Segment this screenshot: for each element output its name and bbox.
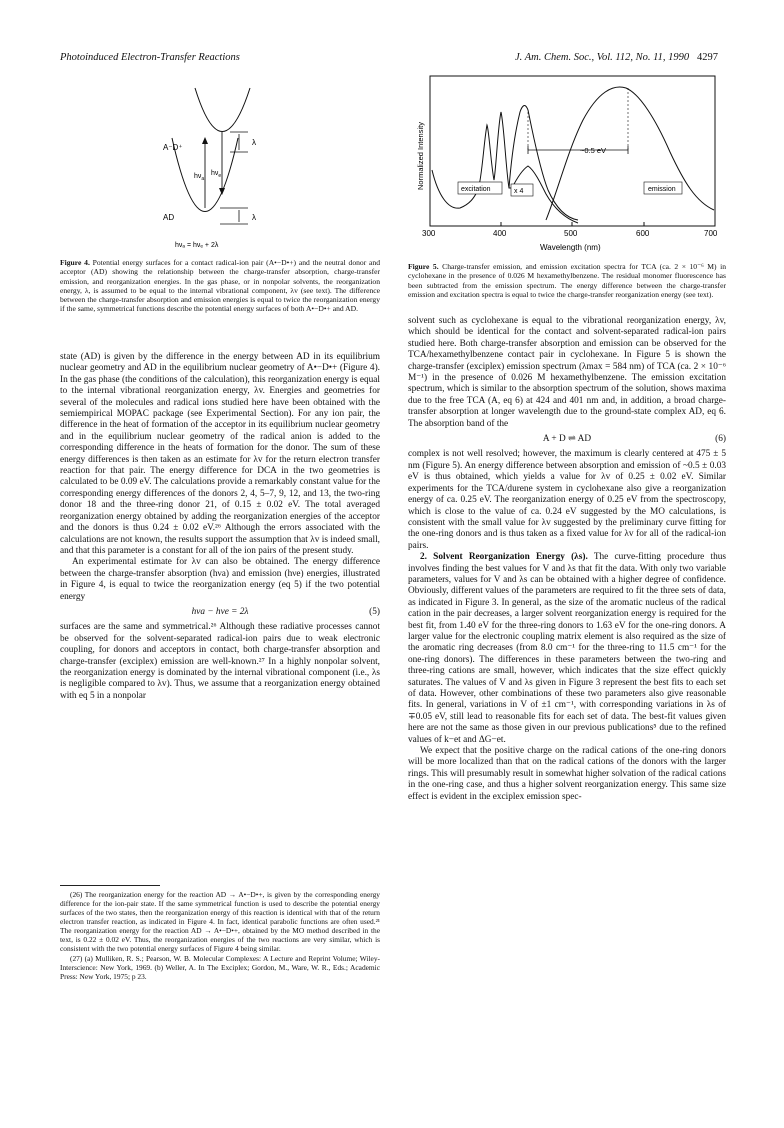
- right-paragraph-3-text: The curve-fitting procedure thus involves finding the best values for V and λs that fit the data. With only two variable parameters, values for V and λs can be obtained with a higher degree of confidence. Obviously, different values of the parameters are required to fit the three sets of data, as indicated in Figure 3. In general, as the size of the aromatic nucleus of the radical cation in the pair decreases, a larger solvent reorganization energy is required for the best fit, from 1.40 eV for the three-ring donors to 1.63 eV for the one-ring donors. A larger value for the electronic coupling matrix element is also required as the size of the aromatic ring decreases (from 8.0 cm⁻¹ for the three-ring to 11.5 cm⁻¹ for the one-ring donors). The differences in these parameters between the two-ring and three-ring cations are small, however, which indicates that the size effect quickly saturates. The values of V and λs given in Figure 3 represent the best fits to each set of data. However, other combinations of these two parameters also give reasonable fits. In general, variations in V of ±1 cm⁻¹, with corresponding variations in λs of ∓0.05 eV, still lead to reasonable fits for each set of data. The best-fit values given here are not the same as those given in our previous publications⁵ due to the refined values of k−et and ΔG−et.: [408, 552, 726, 745]
- equation-6-number: (6): [715, 434, 726, 445]
- journal-volume: Vol. 112, No. 11, 1990: [596, 52, 690, 63]
- right-column: [408, 316, 726, 803]
- x-axis-label: Wavelength (nm): [540, 243, 601, 252]
- label-energy-gap: ~0.5 eV: [580, 146, 607, 155]
- excitation-x4-curve: [509, 106, 578, 220]
- equation-5: [60, 607, 380, 618]
- y-axis-label: Normalized Intensity: [416, 122, 425, 190]
- label-lambda-upper: λ: [252, 138, 256, 147]
- x-tick-500: 500: [564, 229, 578, 238]
- section-heading-solvent-reorganization: 2. Solvent Reorganization Energy (λs).: [420, 552, 588, 563]
- label-upper-state: A⁻D⁺: [163, 143, 183, 152]
- x-tick-300: 300: [422, 229, 436, 238]
- running-title: Photoinduced Electron-Transfer Reactions: [60, 52, 240, 63]
- figure-4-formula: hνₐ = hνₑ + 2λ: [175, 242, 219, 249]
- journal-name: J. Am. Chem. Soc.,: [515, 52, 595, 63]
- figure-4-caption: [60, 258, 380, 314]
- figure-4-caption-text: Potential energy surfaces for a contact radical-ion pair (A•−D•+) and the neutral donor and acceptor (AD) showing the relationship between the charge-transfer absorption, charge-transfer emission, and reorganization energies. In the gas phase, or in nonpolar solvents, the reorganization energy, λ, is assumed to be equal to the internal vibrational component, λv (see text). The difference between the charge-transfer absorption and emission energies is equal to twice the reorganization energy if the same, symmetrical functions describe the potential energy surfaces of both A•−D•+ and AD.: [60, 258, 380, 314]
- excitation-spectrum-curve: [432, 112, 578, 223]
- figure-5-caption: [408, 262, 726, 299]
- figure-5-caption-title: Figure 5.: [408, 262, 439, 271]
- equation-6: [408, 434, 726, 445]
- x-axis-ticks: [430, 222, 715, 226]
- label-hve: $h\nu_e$: [211, 170, 222, 179]
- equation-6-body: A + D ⇌ AD: [542, 434, 592, 445]
- right-paragraph-2: complex is not well resolved; however, the maximum is clearly centered at 475 ± 5 nm (Figure 5). An energy difference between absorption and emission of ~0.5 ± 0.03 eV is thus obtained, which yields a value for λv of 0.25 ± 0.02 eV. Similar experiments for the TCA/durene system in cyclohexane also give a reorganization energy of ca. 0.25 eV. The reorganization energy of 0.25 eV from the spectroscopy, which is close to the value of ca. 0.24 eV suggested by the MO calculations, is consistent with the small value for λv suggested by the preliminary curve fitting for the one-ring donors and is thus taken as a fixed value for λv for all of the radical-ion pairs.: [408, 449, 726, 551]
- figure-5-chart: [408, 70, 728, 255]
- right-paragraph-1: solvent such as cyclohexane is equal to the vibrational reorganization energy, λv, which should be identical for the contact and solvent-separated radical-ion pairs studied here. Both charge-transfer absorption and emission can be observed for the TCA/hexamethylbenzene contact pair in cyclohexane. In Figure 5 is shown the charge-transfer (exciplex) emission spectrum (λmax = 584 nm) of TCA (ca. 2 × 10⁻⁶ M⁻¹) in the presence of 0.026 M hexamethylbenzene. The emission excitation spectrum, which is similar to the absorption spectrum of the solution, shows maxima due to the free TCA (A, eq 6) at 424 and 401 nm and, in addition, a broad charge-transfer absorption at longer wavelength due to the ground-state complex AD, eq 6. The absorption band of the: [408, 316, 726, 429]
- x-tick-400: 400: [493, 229, 507, 238]
- left-paragraph-3: surfaces are the same and symmetrical.²⁶ Although these radiative processes cannot be observed for the solvent-separated radical-ion pairs due to weak electronic coupling, for donors and acceptors in contact, both charge-transfer absorption and charge-transfer (exciplex) emission are well-known.²⁷ In a highly nonpolar solvent, the reorganization energy is dominated by the internal vibrational component (i.e., λs is negligible compared to λv). Thus, we assume that a reorganization energy obtained with eq 5 in a nonpolar: [60, 622, 380, 701]
- footnotes: [60, 890, 380, 982]
- footnote-26: (26) The reorganization energy for the reaction AD → A•−D•+, is given by the corresponding energy difference for the ion-pair state. If the same symmetrical function is used to describe the potential energy surfaces of the two states, then the reorganization energy of this reaction is identical with that of the return electron transfer reaction, as indicated in Figure 4. In fact, identical parabolic functions are often used.²¹ The reorganization energy for the reaction AD → A•−D•+, obtained by the MO method described in the text, is 0.22 ± 0.02 eV. Thus, the reorganization energies of the two reactions are very similar, which is consistent with the two potential energy surfaces of Figure 4 being similar.: [60, 890, 380, 953]
- label-hva: $h\nu_a$: [194, 173, 205, 182]
- left-column: [60, 352, 380, 702]
- left-paragraph-1: state (AD) is given by the difference in the energy between AD in its equilibrium nuclear geometry and AD in the equilibrium nuclear geometry of A•−D•+ (Figure 4). In the gas phase (the conditions of the calculation), this reorganization energy is equal to the internal vibrational reorganization energy, λv. Energies and geometries for several of the molecules and radical ions studied here have been obtained with the semiempirical MOPAC package (see Experimental Section). For any ion pair, the difference in the heat of formation of the acceptor in its equilibrium nuclear geometry and in the equilibrium nuclear geometry of the radical anion is added to the corresponding difference in the heats of formation for the donor. The sum of these energy differences is then taken as an estimate for λv for the return electron transfer reaction for that pair. The energy difference for DCA in the two geometries is calculated to be 0.09 eV. The calculations provide a remarkably constant value for the corresponding energy differences of the donors 2, 4, 5–7, 9, 12, and 13, the two-ring donor 18 and the three-ring donor 21, of 0.15 ± 0.02 eV. The total averaged reorganization energy obtained by adding the reorganization energies of the acceptor and the donors is thus 0.24 ± 0.02 eV.²⁶ Although the errors associated with the calculations are not known, the results support the assumption that λv is indeed small, and that this parameter is a constant for all of the ion pairs of the present study.: [60, 352, 380, 556]
- equation-5-body: hνa − hνe = 2λ: [191, 606, 249, 617]
- equation-5-number: (5): [369, 606, 380, 617]
- x-tick-600: 600: [636, 229, 650, 238]
- figure-4-diagram: [160, 80, 310, 255]
- right-paragraph-4: We expect that the positive charge on the radical cations of the one-ring donors will be more localized than that on the radical cations of the donors with the larger rings. This will presumably result in somewhat higher solvation of the radical cations in the one-ring case, and thus a higher solvent reorganization energy. This same size effect is evident in the exciplex emission spec-: [408, 746, 726, 802]
- label-emission: emission: [648, 186, 676, 193]
- footnote-rule: [60, 885, 160, 886]
- x-tick-700: 700: [704, 229, 718, 238]
- label-x4: x 4: [514, 188, 524, 195]
- journal-citation: [515, 52, 718, 63]
- label-excitation: excitation: [461, 186, 491, 193]
- upper-surface-curve: [195, 88, 250, 132]
- figure-4-caption-title: Figure 4.: [60, 258, 90, 267]
- label-lower-state: AD: [163, 213, 175, 222]
- chart-frame: [430, 76, 715, 226]
- page-number: 4297: [697, 52, 718, 63]
- emission-spectrum-curve: [546, 87, 714, 220]
- left-paragraph-2: An experimental estimate for λv can also be obtained. The energy difference between the charge-transfer absorption (hνa) and emission (hνe) energies, illustrated in Figure 4, is equal to twice the reorganization energy (eq 5) if the two potential energy: [60, 557, 380, 602]
- footnote-27: (27) (a) Mulliken, R. S.; Pearson, W. B. Molecular Complexes: A Lecture and Reprint Volume; Wiley-Interscience: New York, 1969. (b) Weller, A. In The Exciplex; Gordon, M., Ware, W. R., Eds.; Academic Press: New York, 1975; p 23.: [60, 954, 380, 981]
- label-lambda-lower: λ: [252, 213, 256, 222]
- figure-5-caption-text: Charge-transfer emission, and emission excitation spectra for TCA (ca. 2 × 10⁻⁶ M) in cyclohexane in the presence of 0.026 M hexamethylbenzene. The residual monomer fluorescence has been subtracted from the emission spectrum. The energy difference between the charge-transfer emission and excitation spectra is equal to twice the charge-transfer reorganization energy (see text).: [408, 262, 726, 299]
- right-paragraph-3: [408, 552, 726, 746]
